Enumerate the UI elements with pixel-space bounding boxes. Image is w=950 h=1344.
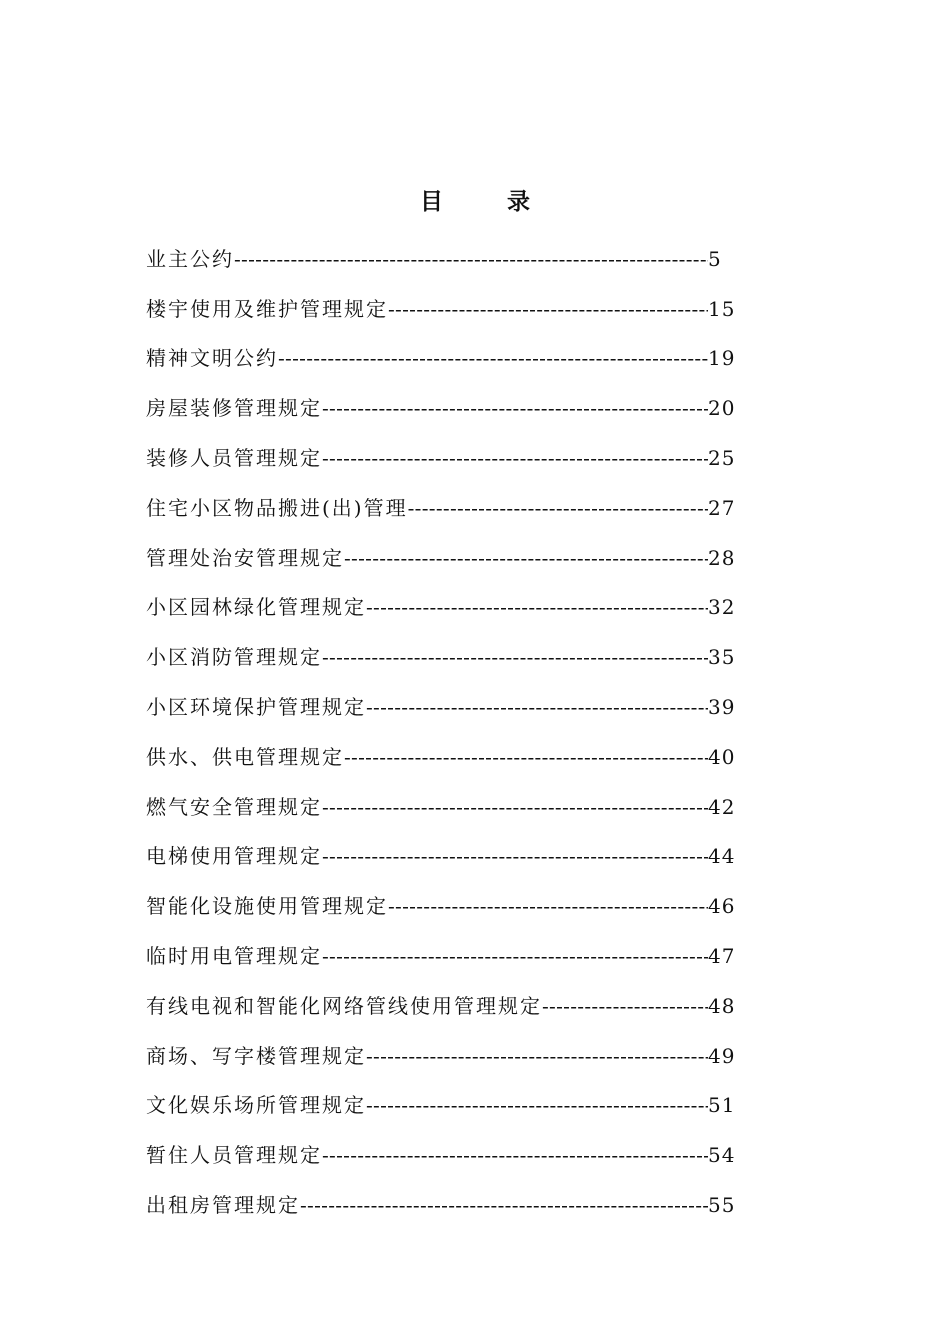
toc-entry-page-number: 40 <box>708 744 736 769</box>
toc-entry-page-number: 48 <box>708 993 736 1018</box>
toc-entry-page-number: 47 <box>708 944 736 969</box>
toc-entry-page-number: 42 <box>708 794 736 819</box>
toc-entry-label: 有线电视和智能化网络管线使用管理规定 <box>146 993 542 1018</box>
toc-entry-label: 精神文明公约 <box>146 346 278 371</box>
toc-dot-leader <box>322 393 708 423</box>
toc-entry-label: 住宅小区物品搬进(出)管理 <box>146 495 408 520</box>
toc-entry-label: 电梯使用管理规定 <box>146 844 322 869</box>
toc-entry-label: 小区消防管理规定 <box>146 645 322 670</box>
toc-entry-label: 文化娱乐场所管理规定 <box>146 1093 366 1118</box>
toc-entry[interactable] <box>146 1081 746 1131</box>
toc-entry[interactable] <box>146 234 746 284</box>
toc-entry[interactable] <box>146 533 746 583</box>
toc-entry-page-number: 32 <box>708 595 736 620</box>
toc-entry[interactable] <box>146 931 746 981</box>
toc-dot-leader <box>408 493 708 523</box>
toc-entry-label: 楼宇使用及维护管理规定 <box>146 296 388 321</box>
toc-dot-leader <box>322 792 708 822</box>
toc-entry[interactable] <box>146 782 746 832</box>
toc-title: 目录 <box>420 188 594 215</box>
toc-entry-label: 业主公约 <box>146 246 234 271</box>
toc-dot-leader <box>366 1090 708 1120</box>
toc-dot-leader <box>366 592 708 622</box>
toc-entry[interactable] <box>146 981 746 1031</box>
toc-dot-leader <box>322 642 708 672</box>
toc-entry-page-number: 39 <box>708 695 736 720</box>
toc-entry[interactable] <box>146 284 746 334</box>
toc-entry-label: 供水、供电管理规定 <box>146 744 344 769</box>
toc-entry-page-number: 25 <box>708 446 736 471</box>
toc-entry-page-number: 28 <box>708 545 736 570</box>
toc-dot-leader <box>322 1140 708 1170</box>
toc-dot-leader <box>278 343 708 373</box>
toc-entry-page-number: 55 <box>708 1193 736 1218</box>
toc-entry-page-number: 46 <box>708 894 736 919</box>
toc-entry-page-number: 49 <box>708 1043 736 1068</box>
toc-list <box>146 234 746 1230</box>
toc-entry-label: 出租房管理规定 <box>146 1193 300 1218</box>
toc-dot-leader <box>366 1041 708 1071</box>
toc-entry-label: 小区环境保护管理规定 <box>146 695 366 720</box>
toc-entry[interactable] <box>146 483 746 533</box>
toc-entry-label: 装修人员管理规定 <box>146 446 322 471</box>
toc-dot-leader <box>344 543 708 573</box>
toc-entry-label: 燃气安全管理规定 <box>146 794 322 819</box>
toc-entry-label: 智能化设施使用管理规定 <box>146 894 388 919</box>
toc-entry[interactable] <box>146 1130 746 1180</box>
toc-entry-label: 临时用电管理规定 <box>146 944 322 969</box>
toc-dot-leader <box>322 941 708 971</box>
toc-dot-leader <box>388 891 708 921</box>
toc-entry-page-number: 54 <box>708 1143 736 1168</box>
toc-entry-page-number: 44 <box>708 844 736 869</box>
toc-entry[interactable] <box>146 881 746 931</box>
toc-entry[interactable] <box>146 334 746 384</box>
toc-entry-label: 暂住人员管理规定 <box>146 1143 322 1168</box>
toc-entry-page-number: 19 <box>708 346 736 371</box>
toc-dot-leader <box>322 443 708 473</box>
toc-entry-label: 商场、写字楼管理规定 <box>146 1043 366 1068</box>
toc-entry-page-number: 5 <box>708 246 722 271</box>
toc-dot-leader <box>300 1190 708 1220</box>
toc-entry[interactable] <box>146 1180 746 1230</box>
toc-entry-page-number: 35 <box>708 645 736 670</box>
toc-entry-label: 管理处治安管理规定 <box>146 545 344 570</box>
toc-entry-page-number: 15 <box>708 296 736 321</box>
toc-entry[interactable] <box>146 632 746 682</box>
toc-dot-leader <box>388 294 708 324</box>
toc-dot-leader <box>366 692 708 722</box>
toc-entry-page-number: 51 <box>708 1093 736 1118</box>
toc-entry-label: 小区园林绿化管理规定 <box>146 595 366 620</box>
toc-dot-leader <box>234 244 708 274</box>
toc-entry-label: 房屋装修管理规定 <box>146 396 322 421</box>
toc-entry[interactable] <box>146 682 746 732</box>
toc-entry-page-number: 20 <box>708 396 736 421</box>
toc-entry[interactable] <box>146 732 746 782</box>
toc-entry-page-number: 27 <box>708 495 736 520</box>
toc-entry[interactable] <box>146 383 746 433</box>
toc-dot-leader <box>322 841 708 871</box>
toc-dot-leader <box>542 991 708 1021</box>
toc-entry[interactable] <box>146 433 746 483</box>
toc-dot-leader <box>344 742 708 772</box>
toc-entry[interactable] <box>146 583 746 633</box>
toc-entry[interactable] <box>146 1031 746 1081</box>
toc-entry[interactable] <box>146 832 746 882</box>
